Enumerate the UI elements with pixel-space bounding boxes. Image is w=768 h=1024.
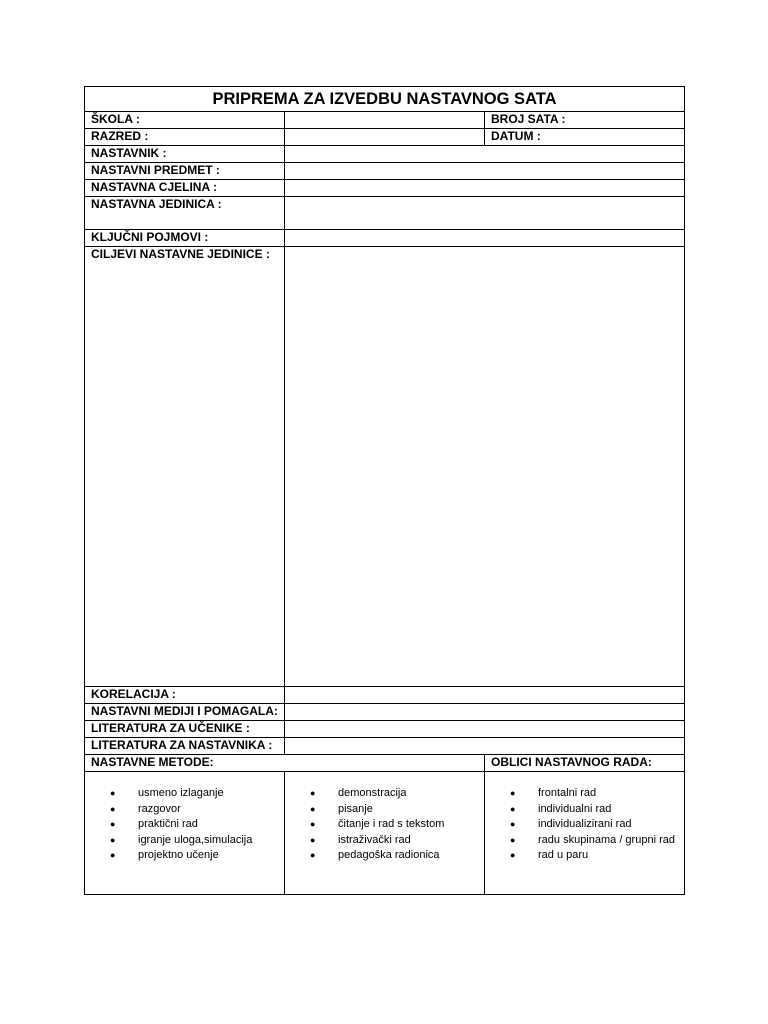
label-literatura-nastavnika: LITERATURA ZA NASTAVNIKA : [85, 738, 285, 755]
label-nastavne-metode: NASTAVNE METODE: [85, 755, 485, 772]
field-nastavnik[interactable] [285, 146, 685, 163]
method-item: ● igranje uloga,simulacija [110, 833, 284, 849]
label-korelacija: KORELACIJA : [85, 687, 285, 704]
label-mediji: NASTAVNI MEDIJI I POMAGALA: [85, 704, 285, 721]
form-title: PRIPREMA ZA IZVEDBU NASTAVNOG SATA [85, 87, 685, 112]
field-skola[interactable] [285, 112, 485, 129]
method-item: ● čitanje i rad s tekstom [310, 817, 484, 833]
label-razred: RAZRED : [85, 129, 285, 146]
label-nastavni-predmet: NASTAVNI PREDMET : [85, 163, 285, 180]
method-item: ● razgovor [110, 802, 284, 818]
methods-column-1 [85, 772, 285, 895]
label-nastavnik: NASTAVNIK : [85, 146, 285, 163]
field-nastavni-predmet[interactable] [285, 163, 685, 180]
methods-list-2 [285, 772, 484, 864]
field-literatura-nastavnika[interactable] [285, 738, 685, 755]
label-oblici-rada: OBLICI NASTAVNOG RADA: [485, 755, 685, 772]
work-form-item: ● individualizirani rad [510, 817, 684, 833]
field-mediji[interactable] [285, 704, 685, 721]
work-forms-list [485, 772, 684, 864]
method-item: ● istraživački rad [310, 833, 484, 849]
method-item: ● projektno učenje [110, 848, 284, 864]
lesson-plan-form [84, 86, 685, 895]
work-form-item: ● frontalni rad [510, 786, 684, 802]
work-form-item: ● individualni rad [510, 802, 684, 818]
label-nastavna-cjelina: NASTAVNA CJELINA : [85, 180, 285, 197]
field-ciljevi[interactable] [285, 247, 685, 687]
work-forms-column [485, 772, 685, 895]
field-razred[interactable] [285, 129, 485, 146]
work-form-item: ● rad u paru [510, 848, 684, 864]
field-nastavna-jedinica[interactable] [285, 197, 685, 230]
field-nastavna-cjelina[interactable] [285, 180, 685, 197]
method-item: ● praktični rad [110, 817, 284, 833]
field-literatura-ucenike[interactable] [285, 721, 685, 738]
method-item: ● usmeno izlaganje [110, 786, 284, 802]
methods-column-2 [285, 772, 485, 895]
label-broj-sata[interactable]: BROJ SATA : [485, 112, 685, 129]
label-literatura-ucenike: LITERATURA ZA UČENIKE : [85, 721, 285, 738]
method-item: ● pisanje [310, 802, 484, 818]
label-skola: ŠKOLA : [85, 112, 285, 129]
methods-list-1 [85, 772, 284, 864]
label-datum[interactable]: DATUM : [485, 129, 685, 146]
field-kljucni-pojmovi[interactable] [285, 230, 685, 247]
label-kljucni-pojmovi: KLJUČNI POJMOVI : [85, 230, 285, 247]
label-nastavna-jedinica: NASTAVNA JEDINICA : [85, 197, 285, 230]
field-korelacija[interactable] [285, 687, 685, 704]
method-item: ● pedagoška radionica [310, 848, 484, 864]
method-item: ● demonstracija [310, 786, 484, 802]
work-form-item: ● radu skupinama / grupni rad [510, 833, 684, 849]
label-ciljevi: CILJEVI NASTAVNE JEDINICE : [85, 247, 285, 687]
